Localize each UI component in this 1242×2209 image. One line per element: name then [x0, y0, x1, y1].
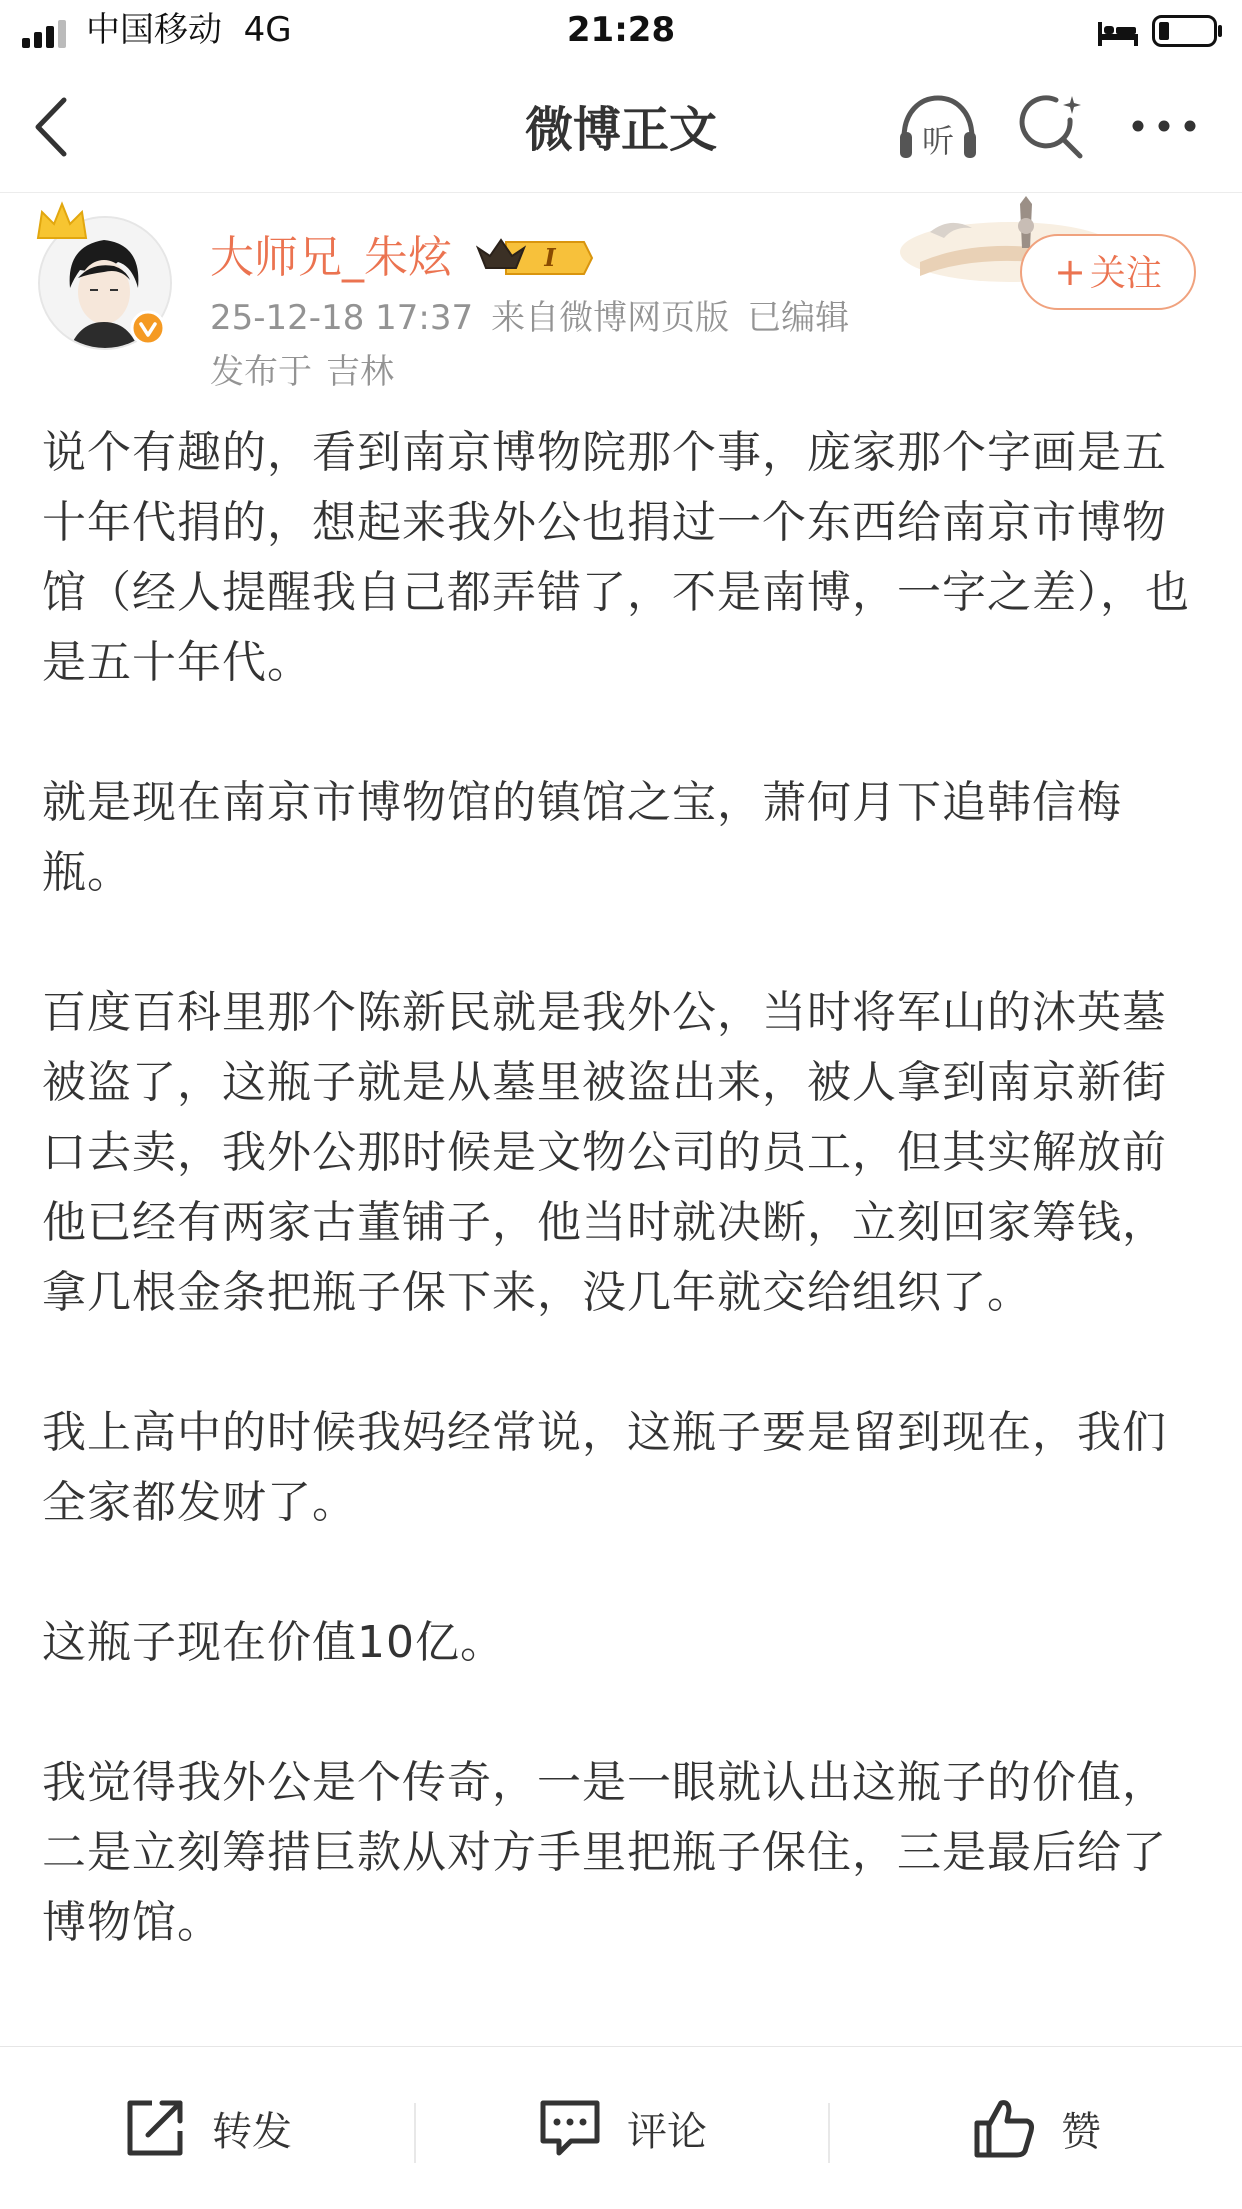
- verified-badge-icon: [130, 310, 166, 346]
- post-content: [42, 418, 1202, 2028]
- edited-label: 已编辑: [747, 298, 850, 338]
- status-bar: [0, 0, 1242, 62]
- location-prefix: 发布于: [210, 352, 312, 392]
- post-paragraph: 我上高中的时候我妈经常说，这瓶子要是留到现在，我们全家都发财了。: [42, 1407, 1167, 1528]
- post-source: 来自微博网页版: [491, 298, 730, 338]
- post-location: [210, 350, 408, 394]
- listen-icon[interactable]: [896, 94, 980, 162]
- post-meta: [210, 296, 867, 340]
- thumbs-up-icon: [971, 2095, 1037, 2161]
- location-value: 吉林: [326, 352, 394, 392]
- nav-bar: [0, 62, 1242, 193]
- comment-label: 评论: [627, 2108, 707, 2155]
- like-label: 赞: [1061, 2108, 1101, 2155]
- like-button[interactable]: [830, 2047, 1242, 2209]
- repost-icon: [122, 2095, 188, 2161]
- avatar-container[interactable]: [38, 216, 174, 352]
- listen-icon-label: 听: [921, 122, 955, 160]
- plus-icon: +: [1054, 250, 1086, 294]
- post-header: [0, 192, 1242, 402]
- more-icon[interactable]: [1128, 106, 1200, 146]
- post-paragraph: 说个有趣的，看到南京博物院那个事，庞家那个字画是五十年代捐的，想起来我外公也捐过一个东西给南京市博物馆（经人提醒我自己都弄错了，不是南博，一字之差），也是五十年代。: [42, 427, 1190, 688]
- action-toolbar: [0, 2046, 1242, 2209]
- repost-label: 转发: [212, 2108, 292, 2155]
- post-timestamp: 25-12-18 17:37: [210, 298, 474, 338]
- member-level: I: [544, 243, 556, 272]
- battery-icon: [1152, 14, 1224, 48]
- search-icon[interactable]: [1016, 92, 1086, 162]
- repost-button[interactable]: [0, 2047, 414, 2209]
- author-name[interactable]: 大师兄_朱炫: [210, 232, 452, 283]
- post-paragraph: 就是现在南京市博物馆的镇馆之宝，萧何月下追韩信梅瓶。: [42, 777, 1122, 898]
- member-badge-icon[interactable]: [476, 234, 594, 282]
- bed-icon: [1096, 18, 1140, 48]
- follow-label: 关注: [1089, 253, 1162, 294]
- post-paragraph: 我觉得我外公是个传奇，一是一眼就认出这瓶子的价值，二是立刻筹措巨款从对方手里把瓶子保住，三是最后给了博物馆。: [42, 1757, 1167, 1948]
- clock: 21:28: [566, 10, 676, 50]
- network-type: 4G: [243, 10, 292, 50]
- crown-icon: [34, 200, 90, 244]
- comment-button[interactable]: [416, 2047, 828, 2209]
- post-paragraph: 百度百科里那个陈新民就是我外公，当时将军山的沐英墓被盗了，这瓶子就是从墓里被盗出来，被人拿到南京新街口去卖，我外公那时候是文物公司的员工，但其实解放前他已经有两家古董铺子，他当时就决断，立刻回家筹钱，拿几根金条把瓶子保下来，没几年就交给组织了。: [42, 987, 1167, 1318]
- page-title: 微博正文: [524, 102, 717, 158]
- follow-button[interactable]: [1020, 234, 1196, 310]
- post-paragraph: 这瓶子现在价值10亿。: [42, 1617, 505, 1668]
- carrier-name: 中国移动: [86, 10, 222, 50]
- comment-icon: [537, 2095, 603, 2161]
